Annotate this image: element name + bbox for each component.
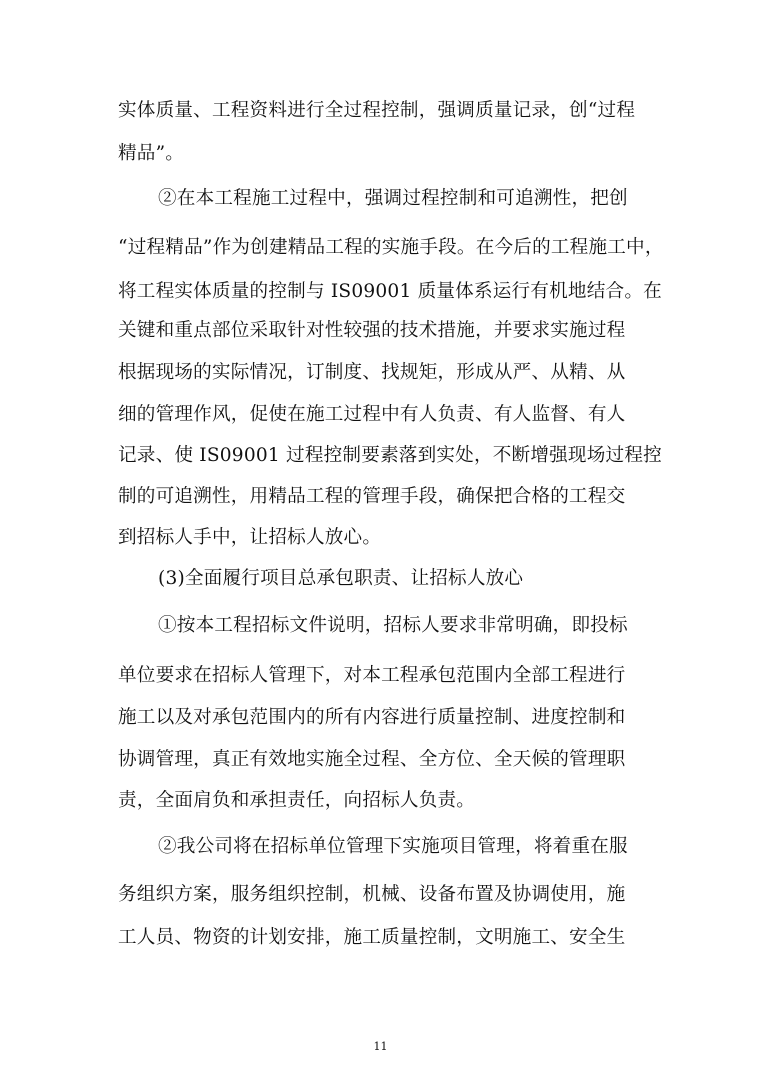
text-line: 务组织方案，服务组织控制，机械、设备布置及协调使用，施: [118, 884, 626, 905]
text-line: 实体质量、工程资料进行全过程控制，强调质量记录，创“过程: [118, 100, 636, 121]
text-line: 将工程实体质量的控制与 IS09001 质量体系运行有机地结合。在: [118, 281, 662, 302]
text-line: 精品”。: [118, 143, 185, 164]
text-line: 责，全面肩负和承担责任，向招标人负责。: [118, 790, 476, 811]
text-line: 关键和重点部位采取针对性较强的技术措施，并要求实施过程: [118, 320, 626, 341]
text-line: 细的管理作风，促使在施工过程中有人负责、有人监督、有人: [118, 404, 626, 425]
text-line: 施工以及对承包范围内的所有内容进行质量控制、进度控制和: [118, 707, 626, 728]
page-number: 11: [373, 1040, 388, 1053]
text-line: 工人员、物资的计划安排，施工质量控制，文明施工、安全生: [118, 927, 626, 948]
text-line: 单位要求在招标人管理下，对本工程承包范围内全部工程进行: [118, 665, 626, 686]
section-heading: (3)全面履行项目总承包职责、让招标人放心: [158, 568, 524, 589]
text-line: 协调管理，真正有效地实施全过程、全方位、全天候的管理职: [118, 749, 626, 770]
text-line: 到招标人手中，让招标人放心。: [118, 527, 382, 548]
text-line: ②在本工程施工过程中，强调过程控制和可追溯性，把创: [158, 188, 628, 209]
text-line: ②我公司将在招标单位管理下实施项目管理，将着重在服: [158, 836, 628, 857]
text-line: 记录、使 IS09001 过程控制要素落到实处，不断增强现场过程控: [118, 445, 662, 466]
text-line: ①按本工程招标文件说明，招标人要求非常明确，即投标: [158, 615, 628, 636]
text-line: 制的可追溯性，用精品工程的管理手段，确保把合格的工程交: [118, 486, 626, 507]
text-line: “过程精品”作为创建精品工程的实施手段。在今后的工程施工中，: [118, 237, 664, 258]
text-line: 根据现场的实际情况，订制度、找规矩，形成从严、从精、从: [118, 362, 626, 383]
